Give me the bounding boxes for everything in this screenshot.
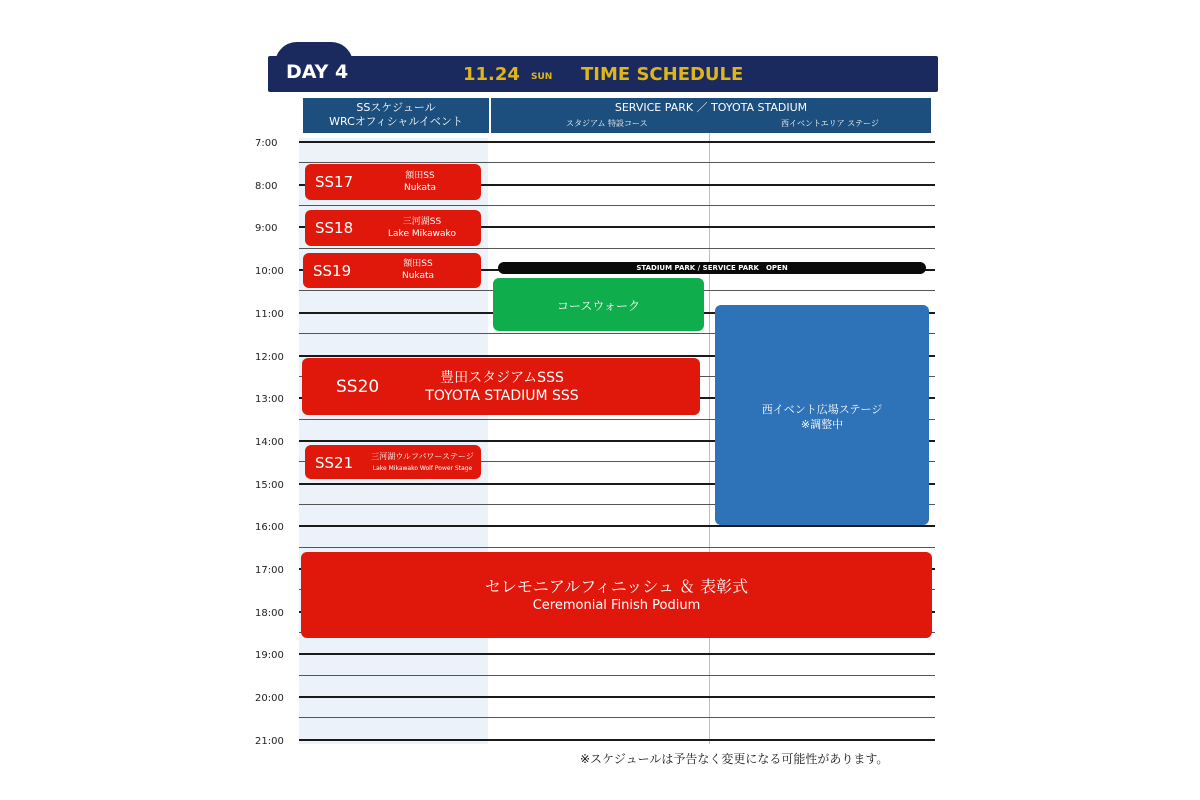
- hour-line: [299, 696, 935, 698]
- ss19-name-jp: 額田SS: [403, 259, 433, 269]
- ss18-name-en: Lake Mikawako: [388, 229, 456, 239]
- hour-line: [299, 653, 935, 655]
- ss-column-title: SSスケジュール: [356, 101, 436, 114]
- ss20-name-en: TOYOTA STADIUM SSS: [425, 388, 579, 404]
- time-label: 16:00: [255, 522, 284, 534]
- ss20-name: [397, 369, 607, 405]
- ss19-name: [383, 258, 453, 282]
- ss18-block[interactable]: [305, 210, 481, 246]
- time-label: 9:00: [255, 223, 278, 235]
- ss21-name: [365, 451, 480, 475]
- hour-line: [299, 525, 935, 527]
- ss19-name-en: Nukata: [401, 271, 435, 281]
- ss17-name-jp: 額田SS: [405, 171, 435, 181]
- half-hour-line: [299, 547, 935, 548]
- west-event-area-subheader: 西イベントエリア ステージ: [781, 119, 879, 128]
- schedule-footnote: ※スケジュールは予告なく変更になる可能性があります。: [580, 752, 889, 766]
- ss17-code: SS17: [315, 173, 354, 191]
- time-label: 13:00: [255, 394, 284, 406]
- time-label: 17:00: [255, 565, 284, 576]
- west-stage-note: ※調整中: [800, 418, 844, 431]
- ss21-code: SS21: [315, 454, 354, 472]
- hour-line: [299, 141, 935, 143]
- ceremonial-finish-jp: セレモニアルフィニッシュ ＆ 表彰式: [484, 577, 749, 596]
- schedule-title: TIME SCHEDULE: [581, 64, 744, 85]
- time-label: 14:00: [255, 436, 284, 448]
- ceremonial-finish-label: [301, 577, 932, 614]
- ss17-name-en: Nukata: [403, 183, 437, 193]
- ss18-code: SS18: [315, 219, 354, 237]
- course-walk-label: コースウォーク: [557, 299, 640, 313]
- ss21-name-jp: 三河湖ウルフパワーステージ: [371, 452, 474, 461]
- ss21-name-en: Lake Mikawako Wolf Power Stage: [372, 465, 473, 472]
- time-label: 7:00: [255, 138, 278, 149]
- stadium-course-subheader: スタジアム 特設コース: [566, 119, 648, 128]
- time-label: 12:00: [255, 351, 284, 363]
- time-label: 15:00: [255, 479, 284, 491]
- park-open-bar: STADIUM PARK / SERVICE PARK OPEN: [498, 262, 926, 274]
- course-walk-block[interactable]: [493, 278, 704, 331]
- time-label: 10:00: [255, 266, 284, 278]
- ss17-block[interactable]: [305, 164, 481, 200]
- day-label: DAY 4: [286, 61, 349, 83]
- time-label: 21:00: [255, 735, 284, 747]
- west-stage-block[interactable]: [715, 305, 929, 525]
- half-hour-line: [299, 675, 935, 676]
- ss-schedule-column-header: [303, 98, 489, 133]
- ss19-code: SS19: [313, 262, 352, 280]
- hour-line: [299, 739, 935, 741]
- ceremonial-finish-block[interactable]: [301, 552, 932, 638]
- ss19-block[interactable]: [303, 253, 481, 288]
- ss20-block[interactable]: [302, 358, 700, 415]
- day-of-week-label: SUN: [531, 72, 553, 82]
- time-label: 18:00: [255, 607, 284, 619]
- ss18-name-jp: 三河湖SS: [402, 217, 442, 227]
- service-park-column-title: SERVICE PARK ／ TOYOTA STADIUM: [614, 101, 808, 114]
- ss21-block[interactable]: [305, 445, 481, 479]
- west-stage-name: 西イベント広場ステージ: [761, 403, 883, 416]
- time-label: 11:00: [255, 308, 284, 320]
- column-divider: [709, 133, 710, 744]
- ss18-name: [377, 216, 467, 240]
- ceremonial-finish-en: Ceremonial Finish Podium: [532, 598, 701, 613]
- time-label: 19:00: [255, 650, 284, 662]
- half-hour-line: [299, 248, 935, 249]
- half-hour-line: [299, 717, 935, 718]
- ss-column-subtitle: WRCオフィシャルイベント: [329, 115, 463, 128]
- time-label: 8:00: [255, 180, 278, 192]
- ss20-code: SS20: [336, 377, 380, 397]
- west-stage-label: [715, 402, 929, 432]
- half-hour-line: [299, 205, 935, 206]
- date-label: 11.24: [463, 64, 520, 85]
- ss17-name: [385, 170, 455, 194]
- service-park-column-header: [491, 98, 931, 133]
- ss20-name-jp: 豊田スタジアムSSS: [440, 370, 564, 386]
- time-label: 20:00: [255, 693, 284, 705]
